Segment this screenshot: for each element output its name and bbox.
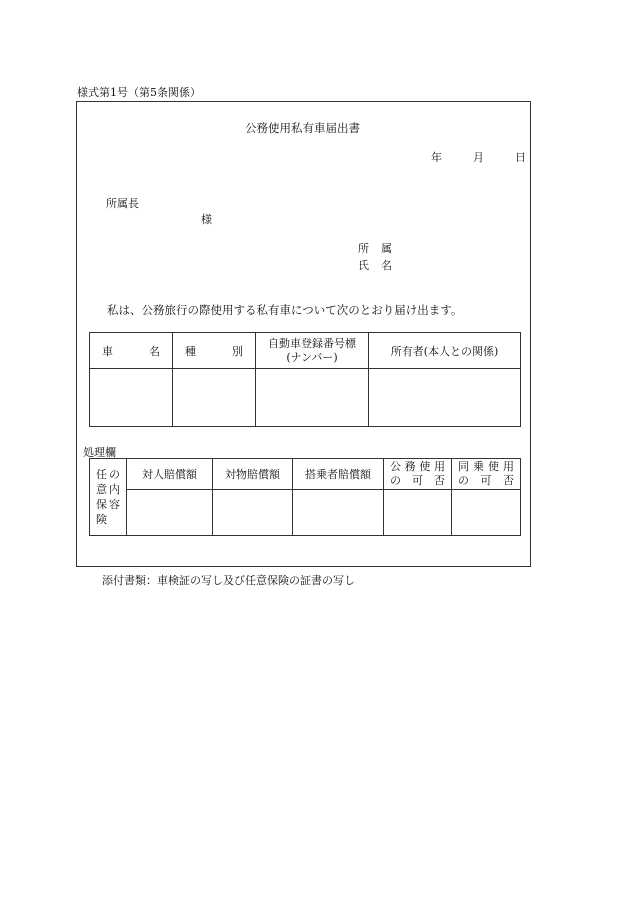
processing-table bbox=[89, 458, 521, 536]
official-use-cell[interactable] bbox=[384, 490, 452, 536]
vehicle-name-header: 車 名 bbox=[90, 333, 173, 369]
date-year-label: 年 bbox=[431, 151, 442, 164]
date-line bbox=[431, 149, 526, 165]
shared-use-cell[interactable] bbox=[452, 490, 521, 536]
statement-text: 私は、公務旅行の際使用する私有車について次のとおり届け出ます。 bbox=[107, 303, 463, 317]
vehicle-type-header: 種 別 bbox=[173, 333, 256, 369]
property-damage-cell[interactable] bbox=[213, 490, 293, 536]
insurance-label-cell: 任 の 意 内 保 容 険 bbox=[90, 459, 127, 536]
recipient-title: 所属長 bbox=[106, 197, 139, 210]
registration-number-cell[interactable] bbox=[256, 369, 369, 427]
property-damage-header: 対物賠償額 bbox=[213, 459, 293, 490]
attachment-note: 添付書類：車検証の写し及び任意保険の証書の写し bbox=[102, 574, 355, 587]
passenger-liability-cell[interactable] bbox=[293, 490, 384, 536]
registration-number-header: 自動車登録番号標 (ナンバー) bbox=[256, 333, 369, 369]
vehicle-table bbox=[89, 332, 521, 427]
owner-header: 所有者(本人との関係) bbox=[369, 333, 521, 369]
official-use-header: 公 務 使 用 の 可 否 bbox=[384, 459, 452, 490]
passenger-liability-header: 搭乗者賠償額 bbox=[293, 459, 384, 490]
owner-cell[interactable] bbox=[369, 369, 521, 427]
applicant-dept-label: 所 属 bbox=[358, 242, 392, 255]
applicant-name-label: 氏 名 bbox=[358, 259, 392, 272]
date-day-label: 日 bbox=[515, 151, 526, 164]
vehicle-name-cell[interactable] bbox=[90, 369, 173, 427]
form-number: 様式第1号（第5条関係） bbox=[77, 86, 201, 99]
bodily-injury-cell[interactable] bbox=[127, 490, 213, 536]
date-month-label: 月 bbox=[473, 151, 484, 164]
processing-section-label: 処理欄 bbox=[83, 446, 116, 459]
form-title: 公務使用私有車届出書 bbox=[245, 121, 360, 135]
shared-use-header: 同 乗 使 用 の 可 否 bbox=[452, 459, 521, 490]
vehicle-type-cell[interactable] bbox=[173, 369, 256, 427]
bodily-injury-header: 対人賠償額 bbox=[127, 459, 213, 490]
recipient-honorific: 様 bbox=[201, 213, 212, 226]
